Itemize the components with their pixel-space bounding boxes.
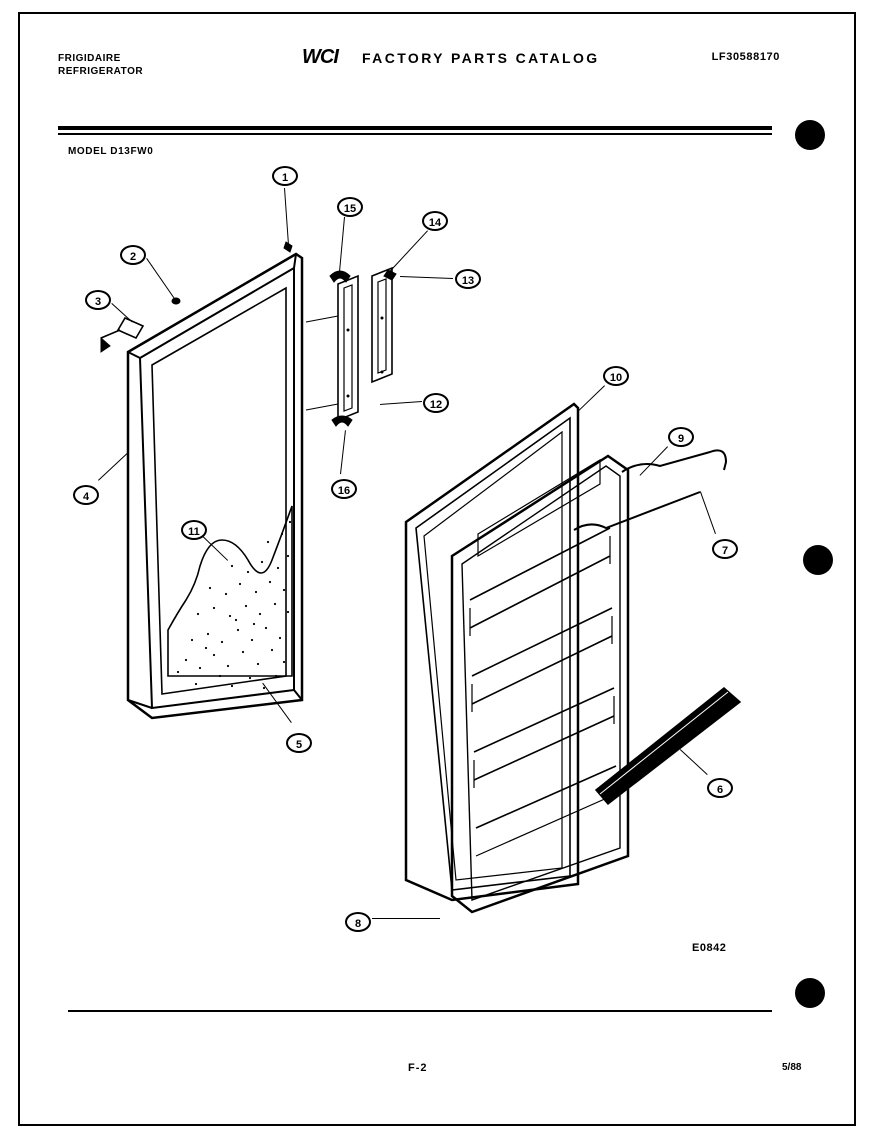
assembly-guide-lines <box>306 316 338 410</box>
left-door-inner-liner <box>152 288 286 694</box>
right-door-inner-liner <box>452 456 628 912</box>
callout-16[interactable]: 16 <box>331 479 357 499</box>
page-number: F-2 <box>408 1062 428 1074</box>
callout-7[interactable]: 7 <box>712 539 738 559</box>
callout-12[interactable]: 12 <box>423 393 449 413</box>
date-code: 5/88 <box>782 1062 802 1073</box>
catalog-number: LF30588170 <box>711 51 780 63</box>
callout-1[interactable]: 1 <box>272 166 298 186</box>
callout-11[interactable]: 11 <box>181 520 207 540</box>
callout-9[interactable]: 9 <box>668 427 694 447</box>
left-door-outer-frame <box>128 254 302 718</box>
figure-code: E0842 <box>692 942 727 954</box>
callout-2[interactable]: 2 <box>120 245 146 265</box>
right-door-outer-shell <box>406 404 578 900</box>
callout-8[interactable]: 8 <box>345 912 371 932</box>
center-hardware-group <box>330 268 396 426</box>
model-label: MODEL D13FW0 <box>68 146 154 157</box>
callout-10[interactable]: 10 <box>603 366 629 386</box>
brand-line-1: FRIGIDAIRE <box>58 53 121 64</box>
callout-3[interactable]: 3 <box>85 290 111 310</box>
callout-14[interactable]: 14 <box>422 211 448 231</box>
callout-15[interactable]: 15 <box>337 197 363 217</box>
callout-5[interactable]: 5 <box>286 733 312 753</box>
brand-line-2: REFRIGERATOR <box>58 66 144 77</box>
leader-8 <box>372 918 440 919</box>
callout-4[interactable]: 4 <box>73 485 99 505</box>
callout-6[interactable]: 6 <box>707 778 733 798</box>
insulation-stipple <box>177 521 291 689</box>
callout-13[interactable]: 13 <box>455 269 481 289</box>
catalog-title: FACTORY PARTS CATALOG <box>362 50 600 66</box>
wci-logo: WCI <box>302 46 338 68</box>
